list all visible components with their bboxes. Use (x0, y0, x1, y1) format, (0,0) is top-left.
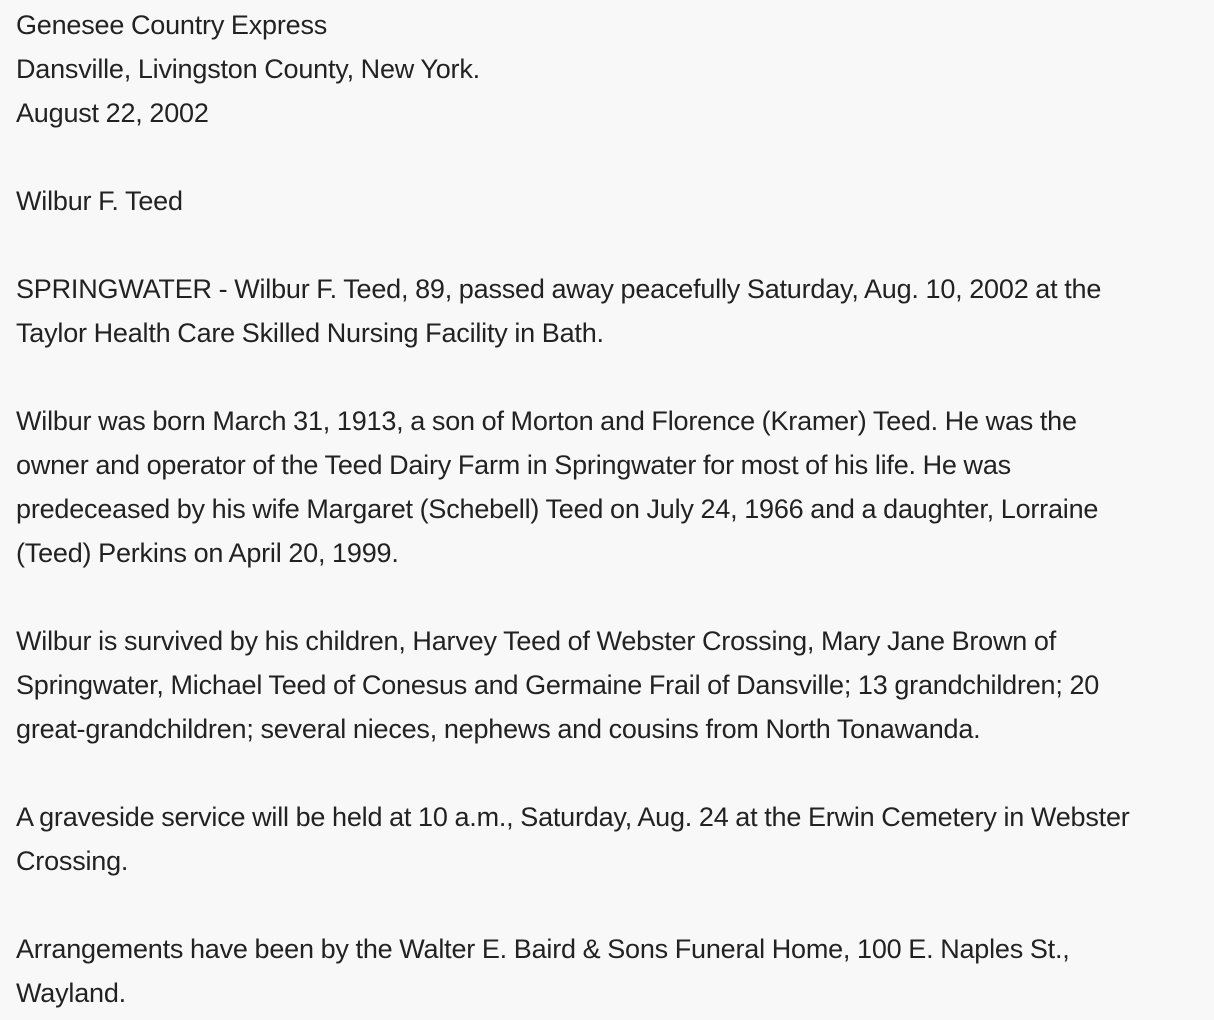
paragraph-arrangements (16, 927, 1196, 1015)
text-line: Arrangements have been by the Walter E. Baird & Sons Funeral Home, 100 E. Naples St., (16, 934, 1070, 964)
deceased-name: Wilbur F. Teed (16, 186, 183, 216)
publication-date: August 22, 2002 (16, 98, 209, 128)
text-line: predeceased by his wife Margaret (Schebell) Teed on July 24, 1966 and a daughter, Lorraine (16, 494, 1099, 524)
text-line: Wilbur is survived by his children, Harvey Teed of Webster Crossing, Mary Jane Brown of (16, 626, 1057, 656)
text-line: SPRINGWATER - Wilbur F. Teed, 89, passed away peacefully Saturday, Aug. 10, 2002 at the (16, 274, 1102, 304)
text-line: Wayland. (16, 978, 126, 1008)
text-line: Springwater, Michael Teed of Conesus and Germaine Frail of Dansville; 13 grandchildren; 20 (16, 670, 1100, 700)
text-line: great-grandchildren; several nieces, nephews and cousins from North Tonawanda. (16, 714, 981, 744)
text-line: A graveside service will be held at 10 a.m., Saturday, Aug. 24 at the Erwin Cemetery in Webster (16, 802, 1130, 832)
obituary-document (16, 3, 1196, 1015)
paragraph-service (16, 795, 1196, 883)
paragraph-survivors (16, 619, 1196, 751)
text-line: Wilbur was born March 31, 1913, a son of Morton and Florence (Kramer) Teed. He was the (16, 406, 1077, 436)
paragraph-biography (16, 399, 1196, 575)
text-line: (Teed) Perkins on April 20, 1999. (16, 538, 399, 568)
header-block (16, 3, 1196, 135)
obituary-title (16, 179, 1196, 223)
publication-location: Dansville, Livingston County, New York. (16, 54, 480, 84)
text-line: Taylor Health Care Skilled Nursing Facility in Bath. (16, 318, 604, 348)
paragraph-death-notice (16, 267, 1196, 355)
text-line: owner and operator of the Teed Dairy Farm in Springwater for most of his life. He was (16, 450, 1011, 480)
publication-name: Genesee Country Express (16, 10, 328, 40)
text-line: Crossing. (16, 846, 129, 876)
